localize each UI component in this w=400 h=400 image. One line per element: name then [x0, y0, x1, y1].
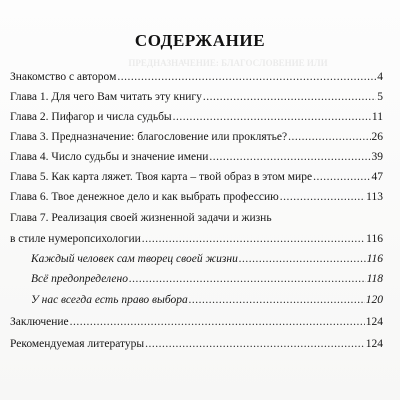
toc-entry — [10, 207, 383, 229]
toc-entry-page: 11 — [371, 111, 383, 123]
toc-entry — [10, 167, 383, 187]
toc-entry-page: 39 — [371, 151, 383, 163]
toc-entry — [10, 127, 383, 147]
dot-leader — [189, 289, 365, 311]
toc-entry-title: Знакомство с автором — [10, 71, 117, 83]
dot-leader — [142, 229, 365, 249]
toc-subentry — [10, 249, 383, 269]
dot-leader — [117, 67, 376, 87]
toc-entry-title: Глава 4. Число судьбы и значение имени — [10, 151, 209, 163]
toc-entry-title: в стиле нумеропсихологии — [10, 233, 141, 245]
toc-entry-page: 47 — [371, 171, 383, 183]
dot-leader — [288, 127, 370, 147]
toc-entry-page: 4 — [377, 71, 383, 83]
toc-entry-page: 116 — [366, 233, 383, 245]
show-through-text: ПРЕДНАЗНАЧЕНИЕ: БЛАГОСЛОВЕНИЕ ИЛИ — [128, 58, 328, 68]
toc-entry-page: 118 — [366, 273, 383, 285]
toc-list — [10, 67, 383, 355]
dot-leader — [239, 249, 366, 269]
toc-entry-title: У нас всегда есть право выбора — [31, 294, 188, 306]
toc-entry — [10, 311, 383, 333]
toc-entry-page: 124 — [365, 338, 383, 350]
toc-entry-title: Глава 3. Предназначение: благословение или проклятье? — [10, 131, 288, 143]
toc-entry-title: Глава 6. Твое денежное дело и как выбрать профессию — [10, 191, 279, 203]
toc-entry-title: Всё предопределено — [31, 273, 128, 285]
toc-entry-page: 116 — [366, 253, 383, 265]
dot-leader — [203, 87, 376, 107]
toc-subentry — [10, 269, 383, 289]
toc-entry-page: 124 — [365, 316, 383, 328]
toc-entry-title: Глава 1. Для чего Вам читать эту книгу — [10, 91, 202, 103]
toc-entry — [10, 147, 383, 167]
toc-entry-title: Глава 2. Пифагор и числа судьбы — [10, 111, 172, 123]
toc-entry-title: Каждый человек сам творец своей жизни — [31, 253, 238, 265]
toc-entry-page: 26 — [371, 131, 383, 143]
dot-leader — [209, 147, 370, 167]
dot-leader — [173, 107, 371, 127]
dot-leader — [145, 333, 365, 355]
toc-entry — [10, 107, 383, 127]
dot-leader — [313, 167, 370, 187]
toc-entry — [10, 333, 383, 355]
toc-subentry — [10, 289, 383, 311]
toc-entry-page: 5 — [377, 91, 383, 103]
dot-leader — [280, 187, 365, 207]
toc-entry-page: 113 — [366, 191, 383, 203]
toc-entry-page: 120 — [365, 294, 383, 306]
toc-entry-title: Глава 7. Реализация своей жизненной задачи и жизнь — [10, 212, 272, 224]
toc-entry — [10, 229, 383, 249]
toc-entry — [10, 87, 383, 107]
page-title: СОДЕРЖАНИЕ — [134, 31, 266, 50]
dot-leader — [70, 311, 365, 333]
toc-entry — [10, 67, 383, 87]
toc-entry-title: Глава 5. Как карта ляжет. Твоя карта – твой образ в этом мире — [10, 171, 313, 183]
toc-entry-title: Рекомендуемая литературы — [10, 338, 145, 350]
toc-entry — [10, 187, 383, 207]
toc-entry-title: Заключение — [10, 316, 69, 328]
dot-leader — [129, 269, 366, 289]
